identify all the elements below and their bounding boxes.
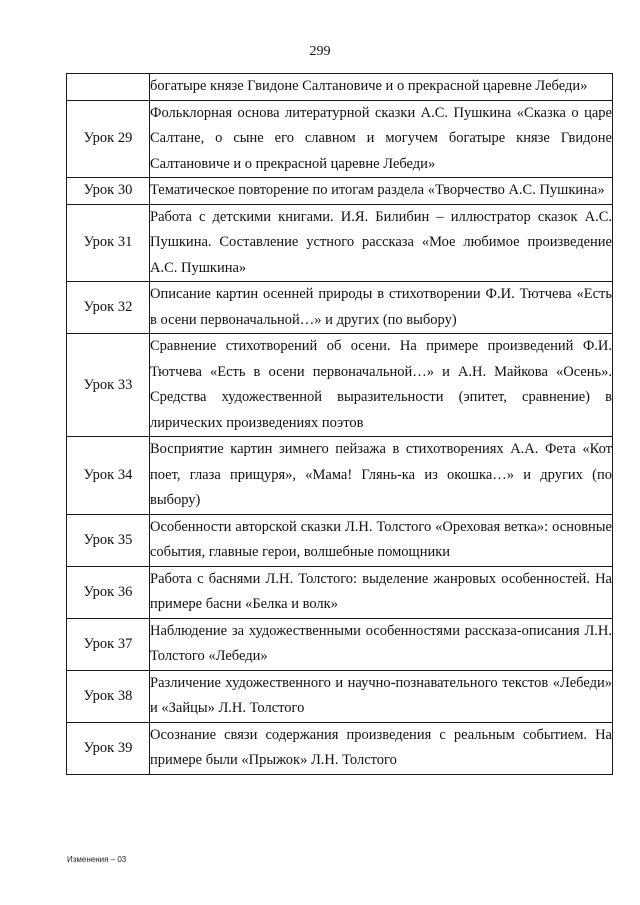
lesson-topic: Работа с детскими книгами. И.Я. Билибин – иллюстратор сказок А.С. Пушкина. Составление устного рассказа «Мое любимое произведение А.С. Пушкина»	[150, 204, 613, 282]
lesson-topic: богатыре князе Гвидоне Салтановиче и о прекрасной царевне Лебеди»	[150, 74, 613, 101]
table-row	[67, 670, 613, 722]
lesson-label: Урок 32	[67, 282, 150, 334]
table-row	[67, 618, 613, 670]
lesson-label: Урок 33	[67, 334, 150, 437]
table-row	[67, 100, 613, 178]
lesson-label: Урок 29	[67, 100, 150, 178]
lesson-topic: Описание картин осенней природы в стихотворении Ф.И. Тютчева «Есть в осени первоначальной…» и других (по выбору)	[150, 282, 613, 334]
lesson-topic: Фольклорная основа литературной сказки А.С. Пушкина «Сказка о царе Салтане, о сыне его славном и могучем богатыре князе Гвидоне Салтановиче и о прекрасной царевне Лебеди»	[150, 100, 613, 178]
table-row	[67, 437, 613, 515]
table-row	[67, 514, 613, 566]
lesson-topic: Особенности авторской сказки Л.Н. Толстого «Ореховая ветка»: основные события, главные герои, волшебные помощники	[150, 514, 613, 566]
lesson-topic: Тематическое повторение по итогам раздела «Творчество А.С. Пушкина»	[150, 178, 613, 205]
lesson-plan-table	[66, 73, 613, 775]
lesson-label	[67, 74, 150, 101]
lesson-topic: Наблюдение за художественными особенностями рассказа-описания Л.Н. Толстого «Лебеди»	[150, 618, 613, 670]
lesson-label: Урок 31	[67, 204, 150, 282]
lesson-label: Урок 36	[67, 566, 150, 618]
lesson-topic: Сравнение стихотворений об осени. На примере произведений Ф.И. Тютчева «Есть в осени первоначальной…» и А.Н. Майкова «Осень». Средства художественной выразительности (эпитет, сравнение) в лирических произведениях поэтов	[150, 334, 613, 437]
table-row	[67, 178, 613, 205]
lesson-label: Урок 35	[67, 514, 150, 566]
table-row	[67, 74, 613, 101]
lesson-label: Урок 34	[67, 437, 150, 515]
page-number: 299	[309, 44, 331, 59]
lesson-label: Урок 37	[67, 618, 150, 670]
table-row	[67, 204, 613, 282]
lesson-topic: Осознание связи содержания произведения с реальным событием. На примере были «Прыжок» Л.Н. Толстого	[150, 722, 613, 774]
table-row	[67, 334, 613, 437]
lesson-topic: Восприятие картин зимнего пейзажа в стихотворениях А.А. Фета «Кот поет, глаза прищуря», «Мама! Глянь-ка из окошка…» и других (по выбору)	[150, 437, 613, 515]
lesson-label: Урок 38	[67, 670, 150, 722]
table-row	[67, 722, 613, 774]
table-row	[67, 282, 613, 334]
lesson-label: Урок 30	[67, 178, 150, 205]
lesson-topic: Различение художественного и научно-познавательного текстов «Лебеди» и «Зайцы» Л.Н. Толстого	[150, 670, 613, 722]
lesson-label: Урок 39	[67, 722, 150, 774]
lesson-topic: Работа с баснями Л.Н. Толстого: выделение жанровых особенностей. На примере басни «Белка и волк»	[150, 566, 613, 618]
revision-footer: Изменения – 03	[67, 855, 127, 864]
table-row	[67, 566, 613, 618]
